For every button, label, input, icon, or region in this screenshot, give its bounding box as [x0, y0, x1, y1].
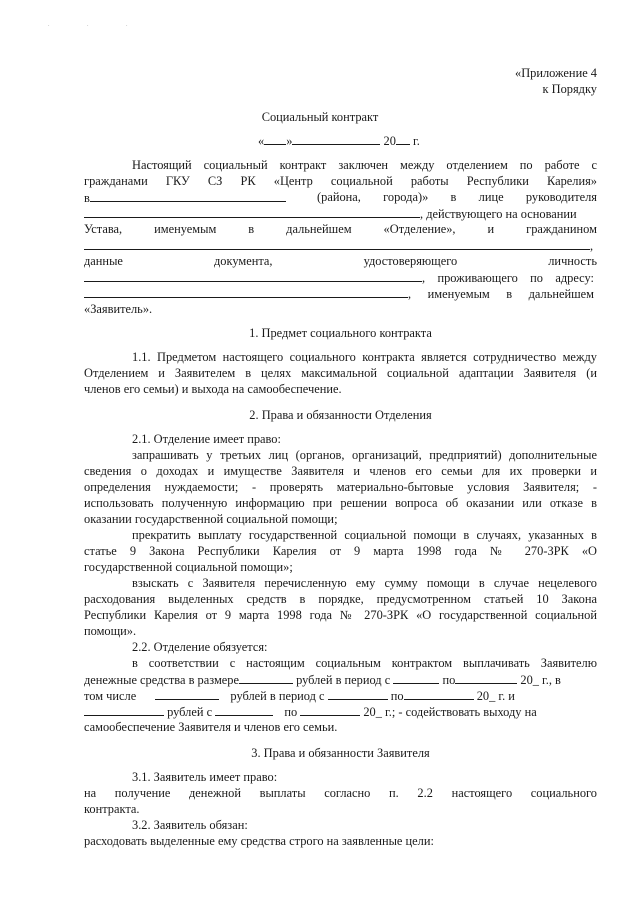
s2-d-line-2: денежные средства в размере рублей в период с по 20_ г., в — [84, 673, 561, 687]
s2-b-line-3: государственной социальной помощи»; — [84, 560, 293, 574]
s2-p22: 2.2. Отделение обязуется: — [132, 640, 268, 654]
intro-line-9: , именуемым в дальнейшем — [84, 286, 597, 302]
s3-e-line-1: на получение денежной выплаты согласно п. 2.2 настоящего социального — [84, 786, 597, 800]
intro-line-4: , действующего на основании — [84, 206, 597, 222]
s2-c-line-4: помощи». — [84, 624, 137, 638]
s2-b-line-2: статье 9 Закона Республики Карелия от 9 марта 1998 года № 270-ЗРК «О — [84, 544, 597, 558]
section-2-heading: 2. Права и обязанности Отделения — [249, 408, 432, 422]
s2-d-line-1: в соответствии с настоящим социальным контрактом выплачивать Заявителю — [132, 656, 597, 670]
s2-c-line-3: Республики Карелия от 9 марта 1998 года № 270-ЗРК «О государственной социальной — [84, 608, 597, 622]
section-1-heading: 1. Предмет социального контракта — [249, 326, 432, 340]
s2-c-line-1: взыскать с Заявителя перечисленную ему сумму помощи в случае нецелевого — [132, 576, 597, 590]
s3-f-line-1: расходовать выделенные ему средства строго на заявленные цели: — [84, 834, 434, 848]
s1-p1-line-3: членов его семьи) и выхода на самообеспечение. — [84, 382, 342, 396]
s2-a-line-3: определения нуждаемости; - проверять материально-бытовые условия Заявителя; - — [84, 480, 597, 494]
intro-line-7: данные документа, удостоверяющего личность — [84, 254, 597, 268]
appendix-line-2: к Порядку — [542, 82, 597, 96]
s2-a-line-4: использовать полученную информацию при решении вопроса об оказании или отказе в — [84, 496, 597, 510]
s2-p21: 2.1. Отделение имеет право: — [132, 432, 281, 446]
intro-line-1: Настоящий социальный контракт заключен между отделением по работе с — [132, 158, 597, 172]
intro-line-5: Устава, именуемым в дальнейшем «Отделение», и гражданином — [84, 222, 597, 236]
intro-line-6: , — [84, 238, 597, 254]
s2-a-line-1: запрашивать у третьих лиц (органов, организаций, предприятий) дополнительные — [132, 448, 597, 462]
scan-specks: . . . — [48, 22, 146, 28]
s2-d-line-4: рублей с по 20_ г.; - содействовать выходу на — [84, 704, 597, 720]
s1-p1-line-2: Отделением и Заявителем в целях максимальной социальной адаптации Заявителя (и — [84, 366, 597, 380]
intro-line-8: , проживающего по адресу: — [84, 270, 597, 286]
document-title: Социальный контракт — [261, 110, 379, 124]
date-line: « » 20 г. — [258, 134, 420, 148]
intro-line-3: в (района, города)» в лице руководителя — [84, 190, 597, 205]
appendix-line-1: «Приложение 4 — [515, 66, 597, 80]
s2-a-line-2: сведения о доходах и имуществе Заявителя и членов его семьи для их проверки и — [84, 464, 597, 478]
s1-p1-line-1: 1.1. Предметом настоящего социального контракта является сотрудничество между — [132, 350, 597, 364]
s3-p31: 3.1. Заявитель имеет право: — [132, 770, 278, 784]
s2-a-line-5: оказании государственной социальной помощи; — [84, 512, 338, 526]
s2-d-line-5: самообеспечение Заявителя и членов его семьи. — [84, 720, 338, 734]
intro-line-2: гражданами ГКУ СЗ РК «Центр социальной работы Республики Карелия» — [84, 174, 597, 188]
s2-d-line-3: том числе рублей в период с по 20_ г. и — [84, 689, 515, 703]
s3-e-line-2: контракта. — [84, 802, 140, 816]
section-3-heading: 3. Права и обязанности Заявителя — [251, 746, 430, 760]
s3-p32: 3.2. Заявитель обязан: — [132, 818, 248, 832]
s2-b-line-1: прекратить выплату государственной социальной помощи в случаях, указанных в — [132, 528, 597, 542]
intro-line-10: «Заявитель». — [84, 302, 153, 316]
s2-c-line-2: расходования выделенных средств в порядке, предусмотренном статьей 10 Закона — [84, 592, 597, 606]
